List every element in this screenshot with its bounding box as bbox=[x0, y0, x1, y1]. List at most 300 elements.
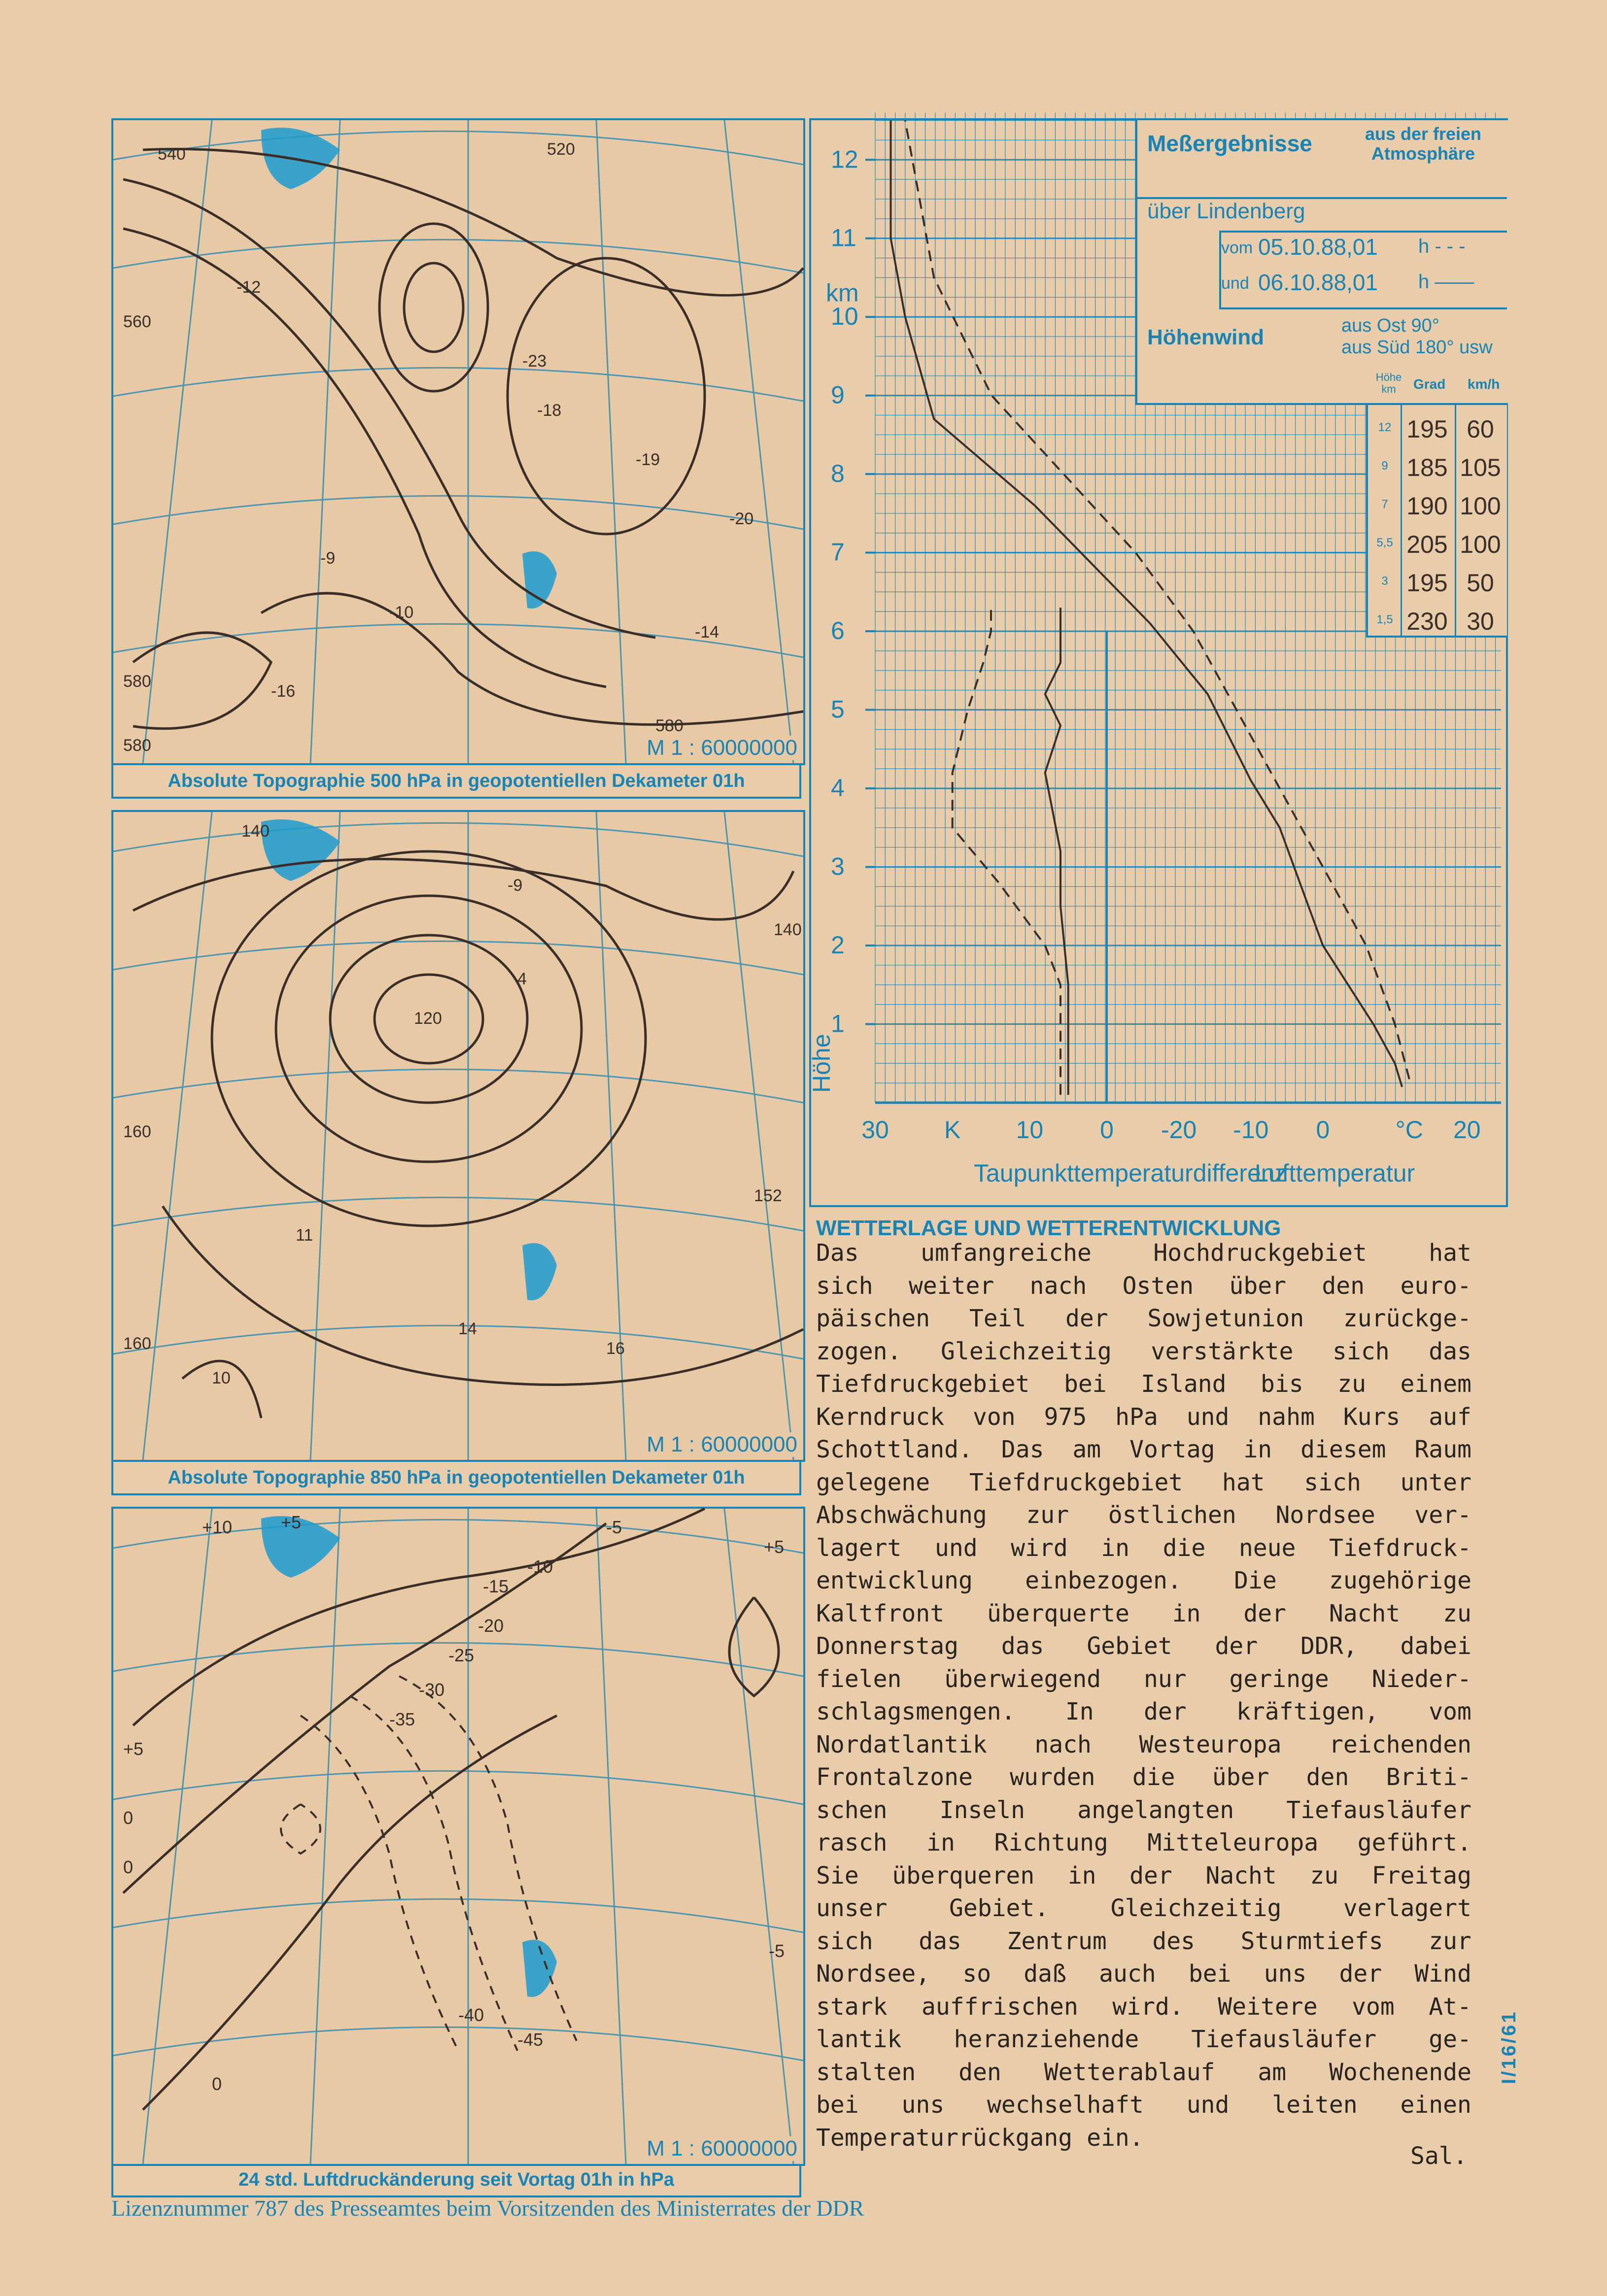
text-word: dabei bbox=[1400, 1632, 1471, 1660]
text-word: Gebiet bbox=[1087, 1632, 1172, 1660]
wind-direction: 195 bbox=[1406, 415, 1448, 443]
dew-tick-label: 10 bbox=[1016, 1116, 1044, 1144]
map2-label: -9 bbox=[508, 876, 523, 895]
map2-label: 16 bbox=[606, 1339, 625, 1358]
map-scale: M 1 : 60000000 bbox=[645, 1432, 799, 1457]
map2-label: 4 bbox=[517, 970, 527, 988]
wind-height: 1,5 bbox=[1376, 613, 1393, 626]
text-word: zu bbox=[1443, 1599, 1471, 1627]
text-word: vom bbox=[1429, 1698, 1471, 1725]
date2-suffix: h —— bbox=[1418, 271, 1474, 293]
map3-label: -15 bbox=[483, 1576, 509, 1596]
map1-label: -10 bbox=[389, 603, 414, 622]
text-line bbox=[816, 1859, 1471, 1892]
text-word: Briti- bbox=[1386, 1763, 1471, 1791]
text-word: zur bbox=[1026, 1501, 1069, 1529]
wind-direction: 205 bbox=[1406, 531, 1448, 558]
text-word: päischen bbox=[816, 1305, 930, 1332]
text-word: die bbox=[1132, 1763, 1175, 1791]
text-word: einem bbox=[1400, 1370, 1471, 1398]
text-word: Wochenende bbox=[1329, 2058, 1471, 2086]
map1-label: -20 bbox=[729, 509, 754, 528]
map1-label: 580 bbox=[123, 736, 151, 755]
text-word: überwiegend bbox=[944, 1665, 1101, 1693]
height-tick-label: 10 bbox=[831, 303, 858, 331]
text-word: der bbox=[1129, 1861, 1172, 1890]
text-word: auch bbox=[1099, 1960, 1156, 1988]
text-line bbox=[816, 1335, 1471, 1368]
text-line bbox=[816, 1761, 1471, 1794]
text-word: Gleichzeitig bbox=[1110, 1894, 1282, 1922]
text-line bbox=[816, 1532, 1471, 1565]
map1-label: -16 bbox=[271, 682, 296, 701]
text-line bbox=[816, 1564, 1471, 1597]
wind-height: 9 bbox=[1381, 459, 1388, 473]
wind-row bbox=[1368, 489, 1507, 523]
temp-tick-label: °C bbox=[1395, 1116, 1423, 1144]
info-divider bbox=[1137, 197, 1507, 199]
wind-table-divider bbox=[1401, 405, 1402, 636]
text-word: bei bbox=[1063, 1370, 1107, 1398]
sounding-location: über Lindenberg bbox=[1147, 199, 1305, 223]
text-word: unser bbox=[816, 1894, 888, 1922]
date2-prefix: und bbox=[1221, 274, 1249, 293]
wind-height: 5,5 bbox=[1376, 536, 1393, 549]
text-line bbox=[816, 1401, 1471, 1434]
text-word: einbezogen. bbox=[1025, 1567, 1182, 1594]
wind-speed: 50 bbox=[1467, 569, 1494, 597]
map-scale: M 1 : 60000000 bbox=[645, 2136, 799, 2161]
text-word: in bbox=[1172, 1599, 1201, 1627]
height-tick-label: 1 bbox=[831, 1010, 845, 1038]
text-word: nur bbox=[1143, 1665, 1187, 1693]
map2-label: 120 bbox=[414, 1009, 442, 1028]
text-word: Gleichzeitig bbox=[941, 1337, 1112, 1365]
text-word: entwicklung bbox=[816, 1567, 973, 1594]
map3-label: +5 bbox=[123, 1739, 144, 1759]
text-word: neue bbox=[1238, 1534, 1296, 1562]
text-word: bei bbox=[816, 2091, 859, 2119]
text-word: in bbox=[1101, 1534, 1130, 1562]
sounding-info-box bbox=[1135, 120, 1508, 405]
text-word: zur bbox=[1429, 1927, 1471, 1955]
height-tick-label: 3 bbox=[831, 852, 845, 880]
wind-row bbox=[1368, 450, 1507, 485]
text-word: Tiefdruck- bbox=[1329, 1534, 1471, 1562]
text-word: angelangten bbox=[1077, 1796, 1234, 1824]
map-850hpa bbox=[111, 810, 805, 1462]
map2-label: 11 bbox=[296, 1226, 313, 1245]
height-tick-label: 12 bbox=[831, 145, 858, 173]
map3-label: 0 bbox=[123, 1857, 134, 1877]
wind-speed: 100 bbox=[1460, 531, 1501, 558]
text-line bbox=[816, 2056, 1471, 2089]
text-word: das bbox=[1429, 1337, 1471, 1365]
temp-tick-label: -10 bbox=[1233, 1116, 1269, 1144]
temp-tick-label: 20 bbox=[1453, 1116, 1481, 1144]
text-word: überqueren bbox=[892, 1861, 1035, 1890]
map-500hpa-caption: Absolute Topographie 500 hPa in geopotentiellen Dekameter 01h bbox=[111, 765, 801, 799]
text-line bbox=[816, 1270, 1471, 1303]
map2-label: 14 bbox=[458, 1319, 477, 1338]
text-word: sich bbox=[1304, 1468, 1361, 1496]
wind-table-divider bbox=[1455, 405, 1456, 636]
text-word: Nordatlantik bbox=[816, 1730, 987, 1758]
map1-label: -19 bbox=[636, 450, 660, 469]
wind-desc-1: aus Ost 90° bbox=[1341, 315, 1439, 336]
map-scale: M 1 : 60000000 bbox=[645, 736, 799, 760]
text-word: uns bbox=[901, 2091, 945, 2119]
height-tick-label: 2 bbox=[831, 931, 845, 959]
text-word: Freitag bbox=[1371, 1861, 1471, 1890]
date1-suffix: h - - - bbox=[1418, 236, 1466, 257]
text-word: schen bbox=[816, 1796, 888, 1824]
height-axis-label: Höhe bbox=[808, 1034, 835, 1093]
text-word: Gebiet. bbox=[949, 1894, 1049, 1922]
text-word: in bbox=[1067, 1861, 1096, 1890]
wind-label: Höhenwind bbox=[1147, 325, 1265, 349]
text-word: Kaltfront bbox=[816, 1599, 945, 1627]
text-word: so bbox=[962, 1960, 992, 1988]
wind-desc-2: aus Süd 180° usw bbox=[1341, 337, 1493, 358]
text-line bbox=[816, 1237, 1471, 1270]
text-word: At- bbox=[1429, 1992, 1471, 2021]
text-line bbox=[816, 1794, 1471, 1827]
text-word: bis bbox=[1261, 1370, 1303, 1398]
text-line bbox=[816, 1991, 1471, 2024]
text-word: hat bbox=[1222, 1468, 1265, 1496]
text-word: Island bbox=[1141, 1370, 1227, 1398]
map2-label: 140 bbox=[774, 920, 802, 939]
text-word: wurden bbox=[1010, 1763, 1095, 1791]
text-word: diesem bbox=[1300, 1436, 1386, 1463]
text-word: wird. bbox=[1112, 1992, 1184, 2021]
text-word: verlagert bbox=[1343, 1894, 1471, 1922]
text-word: der bbox=[1215, 1632, 1258, 1660]
text-word: wechselhaft bbox=[987, 2091, 1144, 2119]
text-word: Tiefausläufer bbox=[1286, 1796, 1471, 1824]
map-500hpa-drawing bbox=[113, 120, 803, 763]
text-word: über bbox=[1212, 1763, 1269, 1791]
dewpoint-profile bbox=[953, 608, 1060, 1095]
text-word: reichenden bbox=[1329, 1730, 1471, 1758]
wind-row bbox=[1368, 527, 1507, 562]
text-word: Westeuropa bbox=[1139, 1730, 1282, 1758]
map1-label: 520 bbox=[547, 140, 575, 159]
text-word: den bbox=[1306, 1763, 1349, 1791]
info-divider bbox=[1219, 307, 1507, 309]
text-word: heranziehende bbox=[954, 2026, 1139, 2053]
km-label: km bbox=[826, 279, 859, 307]
text-word: Richtung bbox=[994, 1829, 1108, 1857]
text-word: stark bbox=[816, 1992, 888, 2021]
wind-direction: 195 bbox=[1406, 569, 1448, 597]
text-word: östlichen bbox=[1108, 1501, 1236, 1529]
text-word: der bbox=[1065, 1305, 1108, 1332]
map2-label: 10 bbox=[212, 1369, 231, 1387]
col-height: Höhe km bbox=[1375, 371, 1402, 395]
text-word: Schottland. bbox=[816, 1436, 973, 1463]
text-word: geringe bbox=[1229, 1665, 1329, 1693]
text-word: Das bbox=[1001, 1436, 1044, 1463]
map-500hpa bbox=[111, 118, 805, 765]
map-850hpa-drawing bbox=[113, 812, 803, 1460]
text-word: Osten bbox=[1122, 1272, 1194, 1300]
temp-tick-label: -20 bbox=[1161, 1116, 1197, 1144]
weather-heading: WETTERLAGE UND WETTERENTWICKLUNG bbox=[816, 1216, 1281, 1240]
dew-tick-label: K bbox=[944, 1116, 961, 1144]
text-word: den bbox=[958, 2058, 1001, 2086]
map1-label: 540 bbox=[158, 145, 186, 164]
text-word: Teil bbox=[969, 1305, 1026, 1332]
date1: 05.10.88,01 bbox=[1258, 234, 1378, 260]
text-word: bei bbox=[1188, 1960, 1231, 1988]
text-word: am bbox=[1258, 2058, 1287, 2086]
text-word: von bbox=[972, 1403, 1016, 1431]
map3-label: +10 bbox=[202, 1517, 233, 1537]
map3-label: -10 bbox=[527, 1556, 553, 1577]
map1-label: 560 bbox=[123, 312, 151, 331]
height-tick-label: 7 bbox=[831, 538, 845, 566]
wind-direction: 185 bbox=[1406, 454, 1448, 481]
text-word: zogen. bbox=[816, 1337, 902, 1365]
height-tick-label: 5 bbox=[831, 695, 845, 723]
text-word: das bbox=[919, 1927, 961, 1955]
text-word: zu bbox=[1310, 1861, 1339, 1890]
text-word: in bbox=[926, 1829, 955, 1857]
text-word: Wind bbox=[1414, 1960, 1471, 1988]
text-word: fielen bbox=[816, 1665, 902, 1693]
text-word: Vortag bbox=[1129, 1436, 1215, 1463]
text-line bbox=[816, 2023, 1471, 2056]
text-word: auf bbox=[1429, 1403, 1471, 1431]
map2-label: 152 bbox=[754, 1186, 782, 1205]
text-word: die bbox=[1163, 1534, 1206, 1562]
text-word: und bbox=[934, 1534, 978, 1562]
height-tick-label: 4 bbox=[831, 774, 845, 802]
map3-label: -20 bbox=[478, 1616, 504, 1636]
text-word: nach bbox=[1034, 1730, 1092, 1758]
text-word: geführt. bbox=[1357, 1829, 1471, 1857]
map-pressure-change bbox=[111, 1507, 805, 2166]
text-word: Inseln bbox=[939, 1796, 1026, 1824]
text-word: leiten bbox=[1272, 2091, 1358, 2119]
wind-direction: 230 bbox=[1406, 608, 1448, 635]
wind-direction: 190 bbox=[1406, 492, 1448, 520]
text-word: Weitere bbox=[1218, 1992, 1318, 2021]
wind-height: 3 bbox=[1381, 574, 1388, 588]
map2-label: 160 bbox=[123, 1122, 151, 1141]
text-line bbox=[816, 1695, 1471, 1728]
text-word: Wetterablauf bbox=[1044, 2058, 1215, 2086]
map1-label: -9 bbox=[320, 549, 336, 568]
text-word: lagert bbox=[816, 1534, 902, 1562]
text-word: sich bbox=[816, 1927, 873, 1955]
height-tick-label: 6 bbox=[831, 617, 845, 645]
wind-speed: 30 bbox=[1467, 608, 1494, 635]
map-850hpa-caption: Absolute Topographie 850 hPa in geopotentiellen Dekameter 01h bbox=[111, 1462, 801, 1495]
map3-label: -45 bbox=[517, 2029, 544, 2050]
map2-label: 140 bbox=[241, 822, 270, 841]
map1-label: 580 bbox=[123, 672, 151, 691]
text-word: Sowjetunion bbox=[1147, 1305, 1304, 1332]
temp-axis-title: Lufttemperatur bbox=[1255, 1159, 1415, 1187]
wind-speed: 105 bbox=[1460, 454, 1501, 481]
map1-label: -23 bbox=[522, 352, 547, 371]
text-word: euro- bbox=[1400, 1272, 1471, 1300]
map1-label: -14 bbox=[695, 623, 719, 642]
text-word: den bbox=[1322, 1272, 1365, 1300]
text-word: und bbox=[1186, 1403, 1230, 1431]
weather-text bbox=[816, 1237, 1471, 2154]
text-word: zurückge- bbox=[1343, 1305, 1471, 1332]
text-word: verstärkte bbox=[1151, 1337, 1294, 1365]
wind-speed: 100 bbox=[1460, 492, 1501, 520]
wind-row bbox=[1368, 412, 1507, 446]
text-word: nahm bbox=[1258, 1403, 1315, 1431]
text-line bbox=[816, 1597, 1471, 1630]
wind-row bbox=[1368, 604, 1507, 639]
text-word: zugehörige bbox=[1329, 1567, 1471, 1594]
map-pressure-change-drawing bbox=[113, 1509, 803, 2164]
text-word: der bbox=[1243, 1599, 1287, 1627]
text-word: schlagsmengen. bbox=[816, 1698, 1016, 1725]
dew-axis-title: Taupunkttemperaturdifferenz bbox=[974, 1159, 1287, 1187]
text-word: Tiefdruckgebiet bbox=[969, 1468, 1183, 1496]
text-word: Nordsee, bbox=[816, 1960, 930, 1988]
text-line bbox=[816, 1466, 1471, 1499]
map3-label: +5 bbox=[281, 1512, 302, 1532]
text-word: Abschwächung bbox=[816, 1501, 987, 1529]
signature: Sal. bbox=[1410, 2142, 1468, 2170]
text-word: ge- bbox=[1429, 2026, 1471, 2053]
text-word: In bbox=[1065, 1698, 1094, 1725]
text-word: Kerndruck bbox=[816, 1403, 945, 1431]
text-word: Nordsee bbox=[1275, 1501, 1375, 1529]
text-word: gelegene bbox=[816, 1468, 930, 1496]
text-word: lantik bbox=[816, 2026, 902, 2053]
text-word: DDR, bbox=[1300, 1632, 1358, 1660]
text-word: der bbox=[1143, 1698, 1187, 1725]
text-word: umfangreiche bbox=[921, 1239, 1092, 1267]
license-line: Lizenznummer 787 des Presseamtes beim Vorsitzenden des Ministerrates der DDR bbox=[111, 2195, 864, 2221]
map3-label: -35 bbox=[389, 1709, 415, 1729]
dewpoint-profile bbox=[1045, 608, 1068, 1095]
text-word: zu bbox=[1337, 1370, 1367, 1398]
map2-label: 160 bbox=[123, 1334, 151, 1353]
text-word: Die bbox=[1234, 1567, 1277, 1594]
text-word: überquerte bbox=[987, 1599, 1129, 1627]
text-word: in bbox=[1243, 1436, 1272, 1463]
dew-tick-label: 0 bbox=[1100, 1116, 1114, 1144]
text-word: Mitteleuropa bbox=[1147, 1829, 1319, 1857]
info-divider bbox=[1219, 231, 1507, 233]
text-line bbox=[816, 1925, 1471, 1958]
text-word: Kurs bbox=[1343, 1403, 1401, 1431]
text-word: stalten bbox=[816, 2058, 916, 2086]
text-word: das bbox=[1001, 1632, 1044, 1660]
height-tick-label: 9 bbox=[831, 381, 845, 409]
map3-label: 0 bbox=[212, 2074, 222, 2094]
text-word: Hochdruckgebiet bbox=[1153, 1239, 1367, 1267]
text-word: hPa bbox=[1115, 1403, 1158, 1431]
text-word: unter bbox=[1400, 1468, 1471, 1496]
text-word: weiter bbox=[908, 1272, 994, 1300]
info-divider bbox=[1219, 231, 1221, 309]
sounding-subtitle: aus der freien Atmosphäre bbox=[1365, 124, 1482, 164]
wind-table bbox=[1366, 405, 1507, 638]
text-line bbox=[816, 2089, 1471, 2122]
height-tick-label: 11 bbox=[831, 224, 856, 252]
map1-label: -12 bbox=[237, 278, 261, 297]
text-line bbox=[816, 1892, 1471, 1925]
map1-label: -18 bbox=[537, 401, 562, 420]
text-word: rasch bbox=[816, 1829, 888, 1857]
text-line bbox=[816, 1826, 1471, 1859]
text-word: über bbox=[1229, 1272, 1287, 1300]
text-word: Nacht bbox=[1329, 1599, 1401, 1627]
map3-label: -25 bbox=[448, 1645, 475, 1665]
map3-label: 0 bbox=[123, 1808, 134, 1828]
text-word: sich bbox=[816, 1272, 873, 1300]
text-word: des bbox=[1152, 1927, 1196, 1955]
text-word: Nieder- bbox=[1371, 1665, 1471, 1693]
wind-height: 7 bbox=[1381, 498, 1388, 511]
temp-tick-label: 0 bbox=[1316, 1116, 1330, 1144]
map3-label: -40 bbox=[458, 2005, 484, 2025]
text-word: sich bbox=[1333, 1337, 1390, 1365]
map3-label: -5 bbox=[769, 1941, 785, 1961]
wind-speed: 60 bbox=[1467, 415, 1494, 443]
text-line bbox=[816, 1499, 1471, 1532]
text-line bbox=[816, 1630, 1471, 1663]
text-word: einen bbox=[1400, 2091, 1471, 2119]
text-word: Zentrum bbox=[1007, 1927, 1107, 1955]
text-word: auffrischen bbox=[921, 1992, 1078, 2021]
text-word: am bbox=[1072, 1436, 1101, 1463]
height-tick-label: 8 bbox=[831, 460, 845, 488]
date2: 06.10.88,01 bbox=[1258, 270, 1378, 295]
col-speed: km/h bbox=[1468, 376, 1500, 392]
wind-row bbox=[1368, 566, 1507, 600]
map3-label: -5 bbox=[606, 1517, 622, 1537]
text-word: Frontalzone bbox=[816, 1763, 973, 1791]
text-line bbox=[816, 1663, 1471, 1696]
text-line bbox=[816, 1433, 1471, 1466]
text-word: daß bbox=[1024, 1960, 1066, 1988]
text-word: Tiefdruckgebiet bbox=[816, 1370, 1030, 1398]
date1-prefix: vom bbox=[1221, 238, 1253, 257]
text-word: Sturmtiefs bbox=[1240, 1927, 1383, 1955]
text-word: Raum bbox=[1414, 1436, 1471, 1463]
map3-label: +5 bbox=[764, 1537, 785, 1557]
text-line bbox=[816, 1728, 1471, 1761]
text-word: Nacht bbox=[1205, 1861, 1277, 1890]
sounding-title: Meßergebnisse bbox=[1147, 131, 1312, 156]
text-word: hat bbox=[1429, 1239, 1471, 1267]
map1-label: 580 bbox=[655, 716, 684, 735]
text-word: Sie bbox=[816, 1861, 859, 1890]
text-line: Temperaturrückgang ein. bbox=[816, 2124, 1144, 2152]
text-word: uns bbox=[1264, 1960, 1307, 1988]
wind-height: 12 bbox=[1378, 421, 1392, 434]
text-word: Tiefausläufer bbox=[1191, 2026, 1377, 2053]
map-pressure-change-caption: 24 std. Luftdruckänderung seit Vortag 01h in hPa bbox=[111, 2164, 801, 2197]
text-word: Donnerstag bbox=[816, 1632, 958, 1660]
text-line bbox=[816, 1302, 1471, 1335]
text-word: wird bbox=[1011, 1534, 1068, 1562]
text-line bbox=[816, 1368, 1471, 1401]
